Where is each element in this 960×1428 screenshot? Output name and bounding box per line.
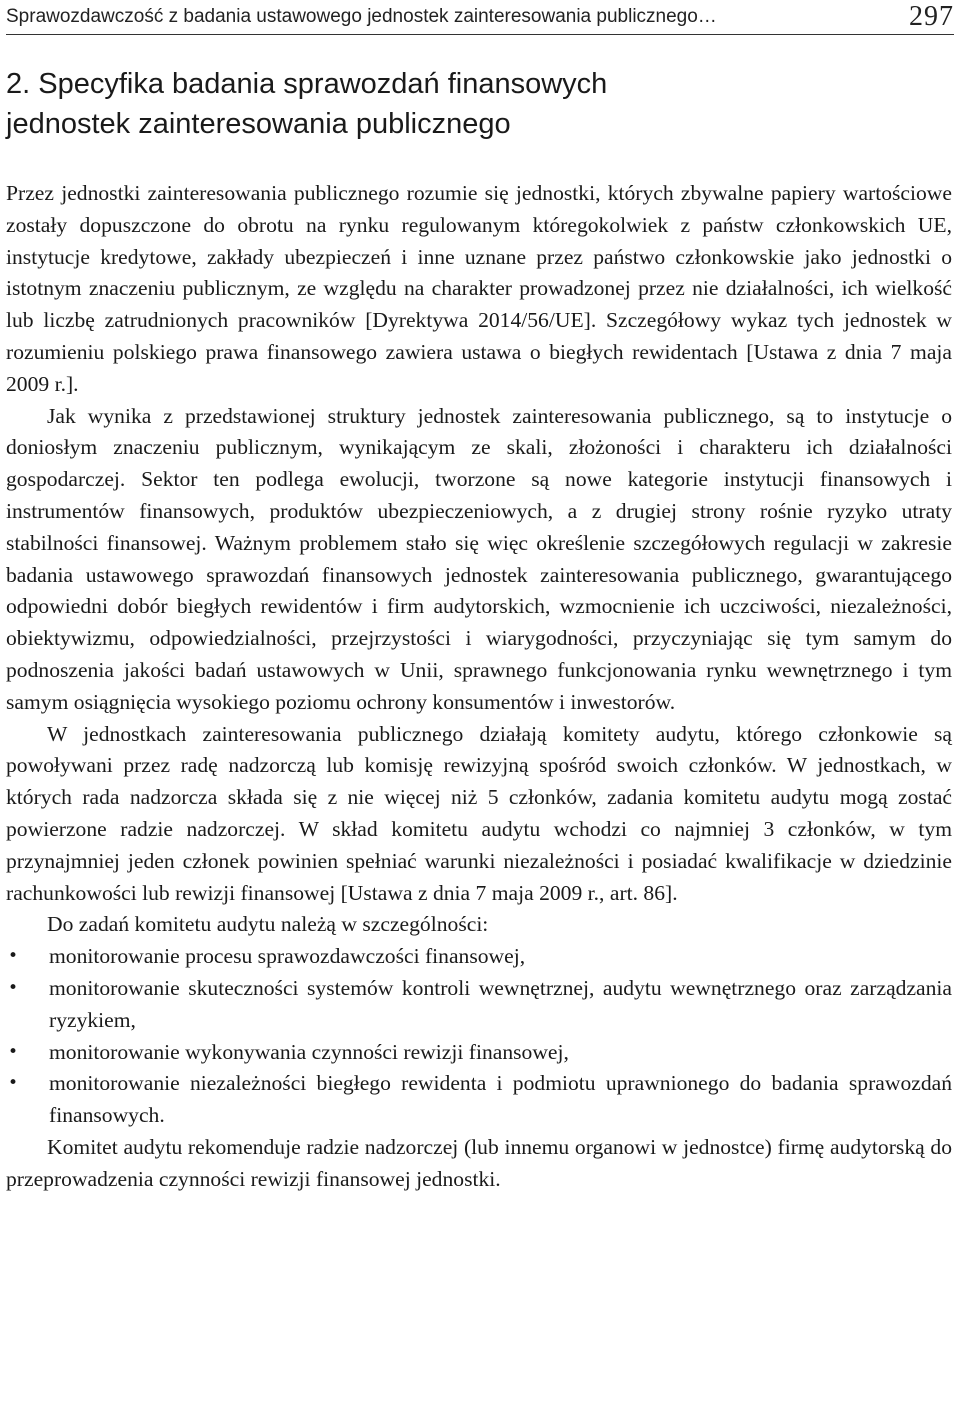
page-number: 297 <box>909 1 954 32</box>
list-item-text: monitorowanie wykonywania czynności rewizji finansowej, <box>49 1039 569 1064</box>
paragraph-structure: Jak wynika z przedstawionej struktury jednostek zainteresowania publicznego, są to instytucje o doniosłym znaczeniu publicznym, wynikającym ze skali, złożoności i charakteru ich działalności gospodarczej. Sektor ten podlega ewolucji, tworzone są nowe kategorie instytucji finansowych i instrumentów finansowych, produktów ubezpieczeniowych, a z drugiej strony rośnie ryzyko utraty stabilności finansowej. Ważnym problemem stało się więc określenie szczegółowych regulacji w zakresie badania ustawowego sprawozdań finansowych jednostek zainteresowania publicznego, gwarantującego odpowiedni dobór biegłych rewidentów i firm audytorskich, wzmocnienie ich uczciwości, niezależności, obiektywizmu, odpowiedzialności, przejrzystości i wiarygodności, przyczyniając się tym samym do podnoszenia jakości badań ustawowych w Unii, sprawnego funkcjonowania rynku wewnętrznego i tym samym osiągnięcia wysokiego poziomu ochrony konsumentów i inwestorów. <box>6 403 952 714</box>
list-item <box>6 1037 952 1069</box>
bullet-icon: • <box>8 946 19 967</box>
paragraph-committee-tasks-intro: Do zadań komitetu audytu należą w szczególności: <box>47 912 489 937</box>
section-heading <box>6 64 946 144</box>
section-heading-line-2: jednostek zainteresowania publicznego <box>6 108 511 140</box>
list-item-text: monitorowanie procesu sprawozdawczości finansowej, <box>49 944 526 969</box>
list-item <box>6 941 952 973</box>
paragraph-audit-committees: W jednostkach zainteresowania publicznego działają komitety audytu, którego członkowie są powoływani przez radę nadzorczą lub komisję rewizyjną spośród swoich członków. W jednostkach, w których rada nadzorcza składa się z nie więcej niż 5 członków, zadania komitetu audytu mogą zostać powierzone radzie nadzorczej. W skład komitetu audytu wchodzi co najmniej 3 członków, w tym przynajmniej jeden członek powinien spełniać warunki niezależności i posiadać kwalifikacje w dziedzinie rachunkowości lub rewizji finansowej [Ustawa z dnia 7 maja 2009 r., art. 86]. <box>6 721 952 905</box>
running-head-title: Sprawozdawczość z badania ustawowego jednostek zainteresowania publicznego… <box>6 6 717 27</box>
section-heading-line-1: 2. Specyfika badania sprawozdań finansowych <box>6 68 608 100</box>
list-item-text: monitorowanie skuteczności systemów kontroli wewnętrznej, audytu wewnętrznego oraz zarządzania ryzykiem, <box>49 975 952 1032</box>
list-item-text: monitorowanie niezależności biegłego rewidenta i podmiotu uprawnionego do badania sprawozdań finansowych. <box>49 1071 952 1128</box>
list-item <box>6 1068 952 1132</box>
bullet-icon: • <box>8 1041 19 1062</box>
bullet-icon: • <box>8 1073 19 1094</box>
committee-tasks-list <box>6 941 952 1132</box>
bullet-icon: • <box>8 977 19 998</box>
list-item <box>6 973 952 1037</box>
paragraph-definition: Przez jednostki zainteresowania publicznego rozumie się jednostki, których zbywalne papiery wartościowe zostały dopuszczone do obrotu na rynku regulowanym któregokolwiek z państw członkowskich UE, instytucje kredytowe, zakłady ubezpieczeń i inne uznane przez państwo członkowskie jako jednostki o istotnym znaczeniu publicznym, ze względu na charakter prowadzonej przez nie działalności, ich wielkość lub liczbę zatrudnionych pracowników [Dyrektywa 2014/56/UE]. Szczegółowy wykaz tych jednostek w rozumieniu polskiego prawa finansowego zawiera ustawa o biegłych rewidentach [Ustawa z dnia 7 maja 2009 r.]. <box>6 181 952 396</box>
paragraph-committee-recommendation: Komitet audytu rekomenduje radzie nadzorczej (lub innemu organowi w jednostce) firmę audytorską do przeprowadzenia czynności rewizji finansowej jednostki. <box>6 1134 952 1191</box>
body-text <box>6 178 952 1196</box>
running-head <box>6 0 954 35</box>
